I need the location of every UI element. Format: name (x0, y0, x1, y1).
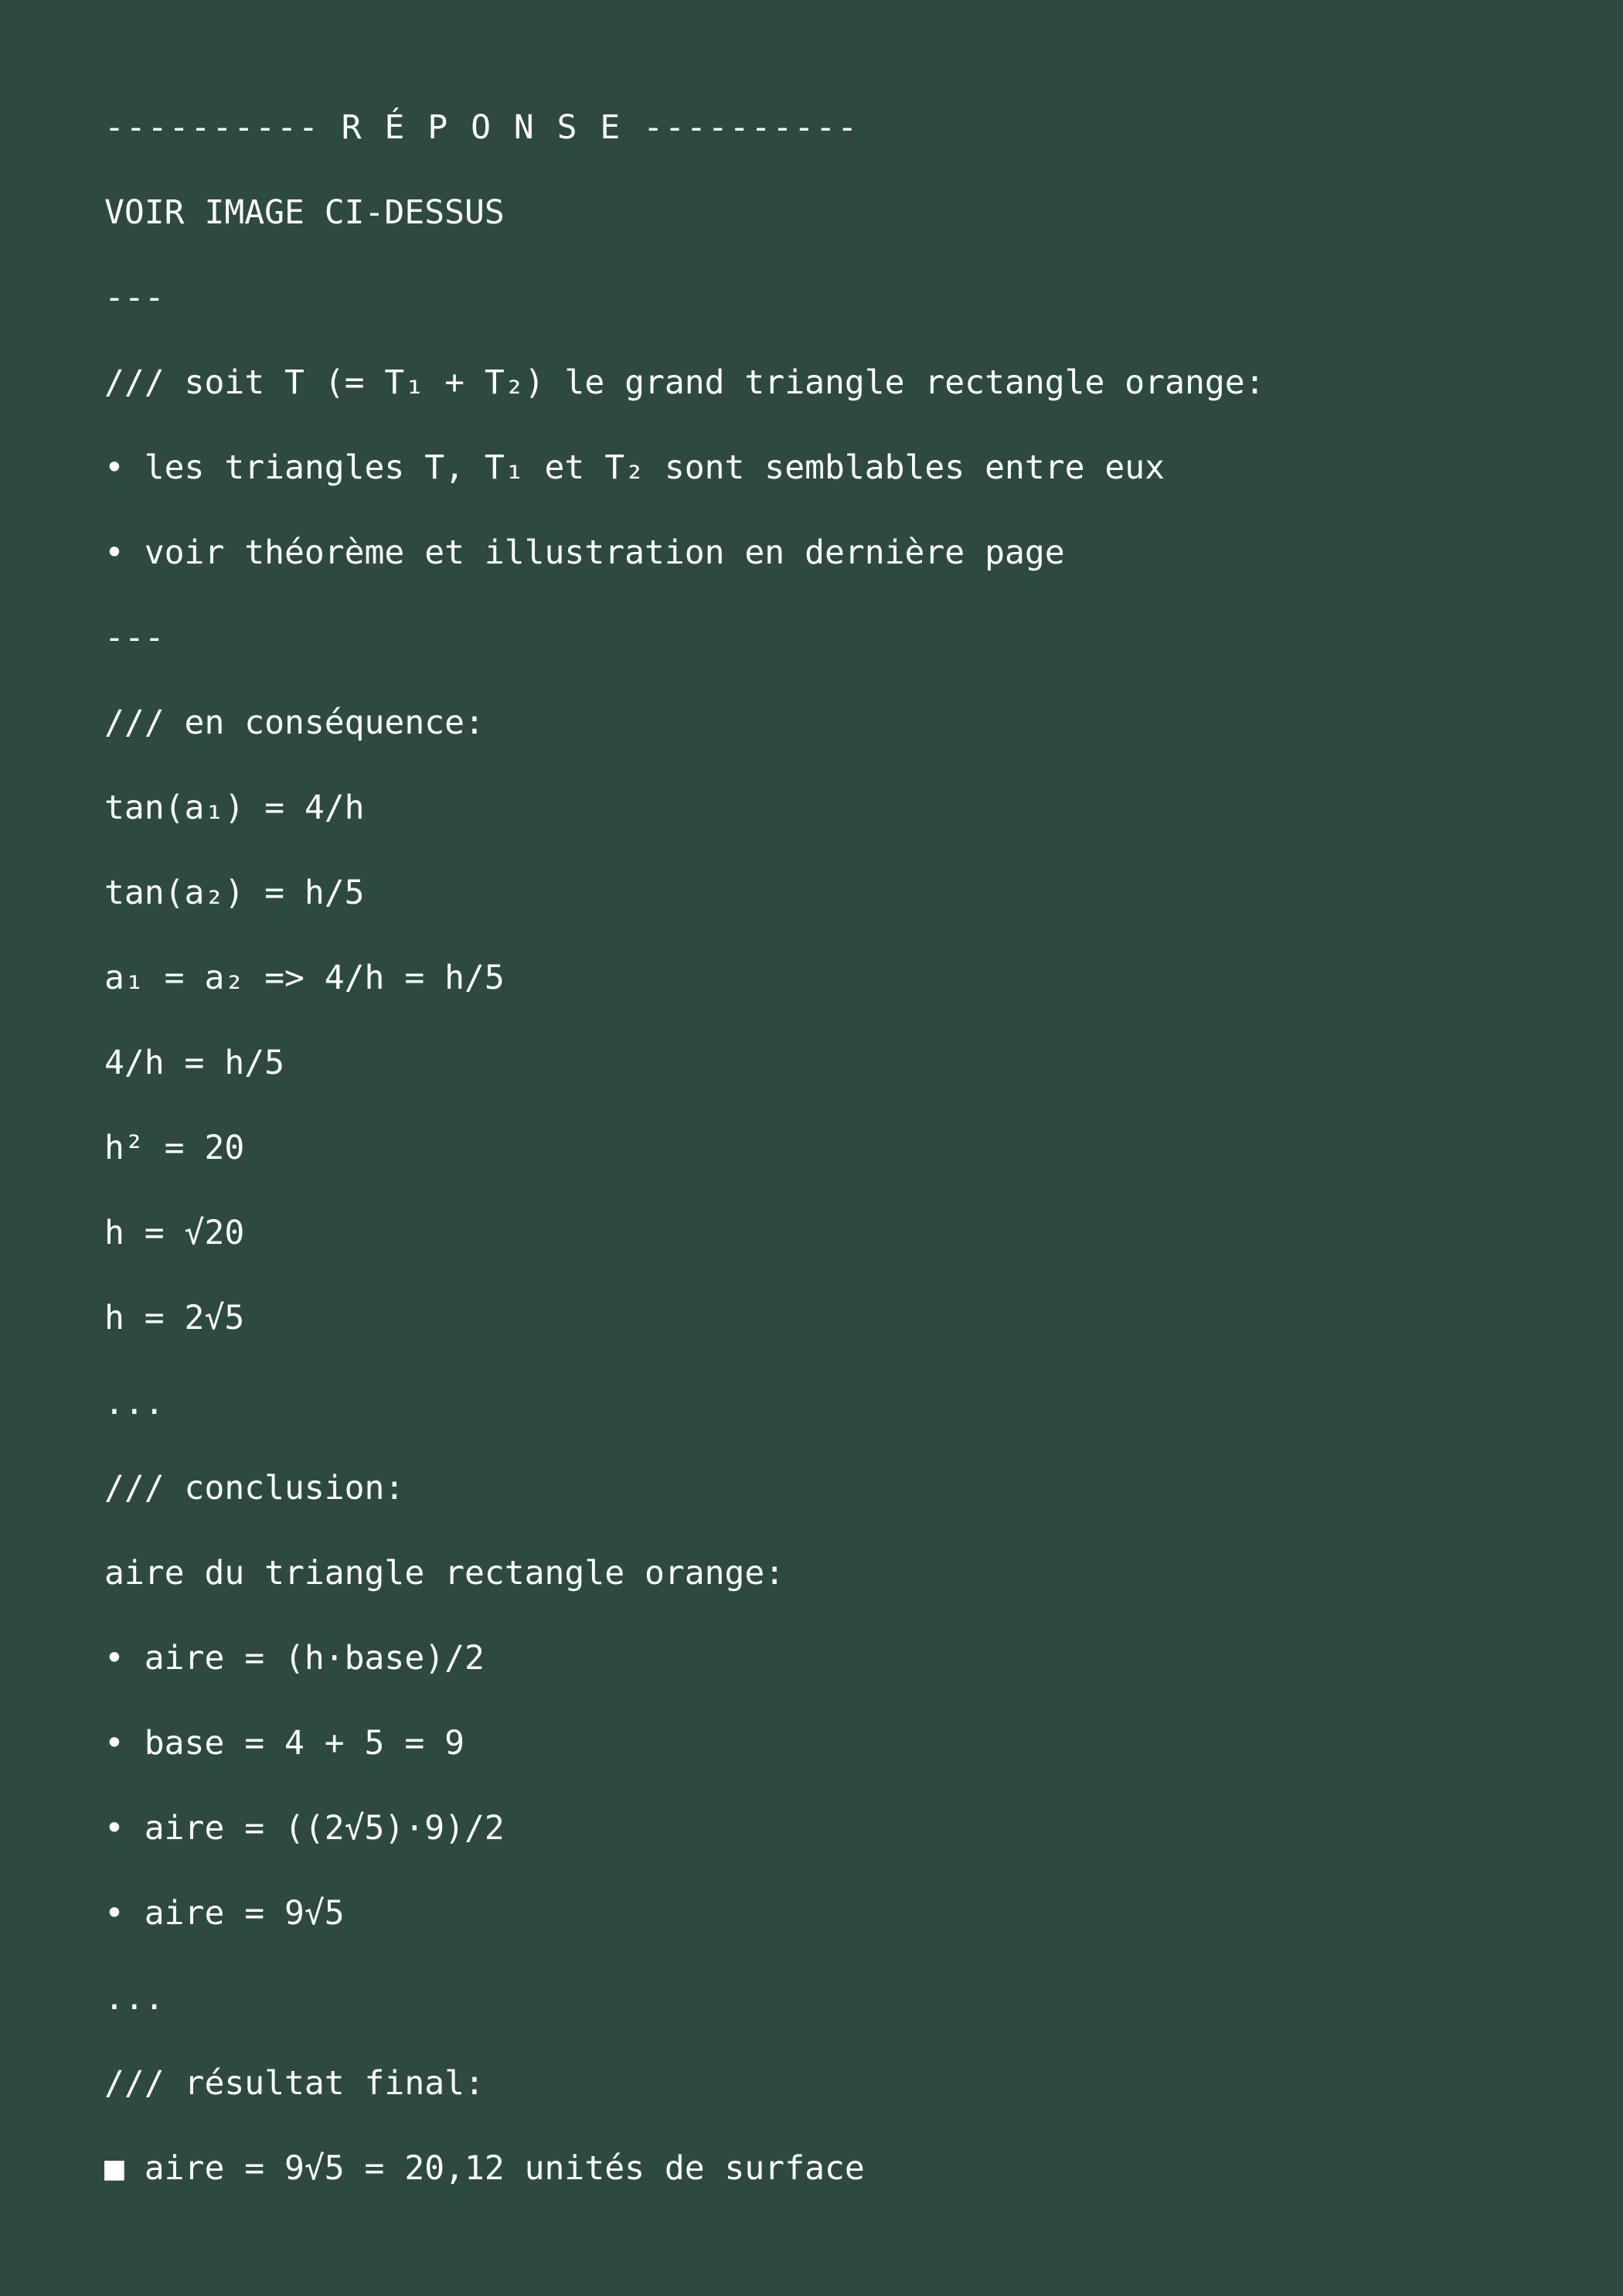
tan-a2-equation: tan(a₂) = h/5 (104, 874, 365, 912)
see-image-line: VOIR IMAGE CI-DESSUS (104, 193, 505, 232)
conclusion-heading: /// conclusion: (104, 1469, 405, 1507)
ellipsis-1: ... (104, 1384, 165, 1422)
separator-2: --- (104, 618, 165, 657)
answer-header: ---------- R É P O N S E ---------- (104, 108, 859, 147)
final-result-line: ■ aire = 9√5 = 20,12 unités de surface (104, 2149, 865, 2188)
base-bullet: • base = 4 + 5 = 9 (104, 1724, 464, 1763)
ellipsis-2: ... (104, 1979, 165, 2018)
angle-equality-equation: a₁ = a₂ => 4/h = h/5 (104, 959, 505, 997)
area-formula-bullet: • aire = (h·base)/2 (104, 1639, 485, 1678)
separator-1: --- (104, 278, 165, 317)
h-squared-equation: h² = 20 (104, 1129, 245, 1167)
final-result-heading: /// résultat final: (104, 2064, 485, 2103)
tan-a1-equation: tan(a₁) = 4/h (104, 789, 365, 827)
area-substitution-bullet: • aire = ((2√5)·9)/2 (104, 1809, 505, 1848)
area-simplified-bullet: • aire = 9√5 (104, 1894, 345, 1933)
ratio-equation: 4/h = h/5 (104, 1044, 284, 1082)
theorem-reference-bullet: • voir théorème et illustration en dernière page (104, 533, 1065, 572)
similar-triangles-bullet: • les triangles T, T₁ et T₂ sont semblables entre eux (104, 448, 1165, 487)
consequence-heading: /// en conséquence: (104, 703, 485, 742)
definition-line: /// soit T (= T₁ + T₂) le grand triangle rectangle orange: (104, 363, 1265, 402)
h-simplified-equation: h = 2√5 (104, 1299, 245, 1337)
h-root-equation: h = √20 (104, 1214, 245, 1252)
area-intro-line: aire du triangle rectangle orange: (104, 1554, 785, 1593)
